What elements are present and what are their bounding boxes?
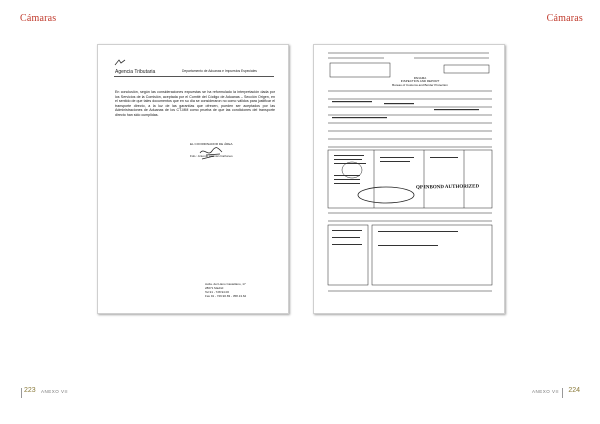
page-number-right: 224	[568, 387, 580, 394]
header-rule	[114, 76, 274, 77]
footer-section-right: ANEXO VII	[531, 389, 559, 394]
page-number-left: 223	[24, 387, 36, 394]
camaras-logo: Cámaras	[20, 13, 57, 24]
address-block	[205, 282, 246, 298]
address-line: 28071 Madrid	[205, 286, 224, 291]
address-line: Avda. del Llano Castellano, 17	[205, 282, 246, 286]
address-line: Fax 91 - 729.90.83 - 358.13.62	[205, 294, 247, 299]
form-title-line: PANAMA	[413, 76, 427, 80]
form-title-line: Bureau of Customs and Border Protection	[392, 82, 448, 87]
document-scanned-form	[313, 44, 505, 314]
form-title	[390, 77, 450, 87]
department-name: Departamento de Aduanas e Impuestos Especiales	[182, 69, 257, 73]
letter-body: En conclusión, según las consideraciones expuestas se ha reformulado la interpretación dada por los Servicios de la Comisión, aceptada por el Comité del Código de Aduanas – Sección Origen, en el sentido de que tales documentos que en su día se consideraron no como válidos para justificar el transporte directo, a la luz de las garantías que ofrecen, pueden ser aceptados por las Administraciones de Aduanas de los CT-MM como prueba de que las condiciones del transporte directo han sido cumplidas.	[115, 90, 275, 117]
address-line: Tel.91 - 728.94.00	[205, 290, 230, 295]
document-letter	[97, 44, 289, 314]
camaras-logo: Cámaras	[546, 13, 583, 24]
signer-name: Fdo.: Antonio Alamán Cañones	[190, 154, 233, 158]
agency-tributaria-mark-icon	[114, 59, 126, 66]
inbond-stamp: QP INBOND AUTHORIZED	[415, 184, 480, 191]
footer-divider	[562, 388, 563, 398]
handwritten-signature	[198, 145, 228, 161]
signer-title: EL COORDINADOR DE ÁREA	[190, 142, 233, 146]
footer-section-left: ANEXO VII	[41, 389, 69, 394]
agency-name: Agencia Tributaria	[115, 69, 156, 75]
form-title-line: INSPECTION AND REPORT	[400, 79, 440, 84]
footer-divider	[21, 388, 22, 398]
